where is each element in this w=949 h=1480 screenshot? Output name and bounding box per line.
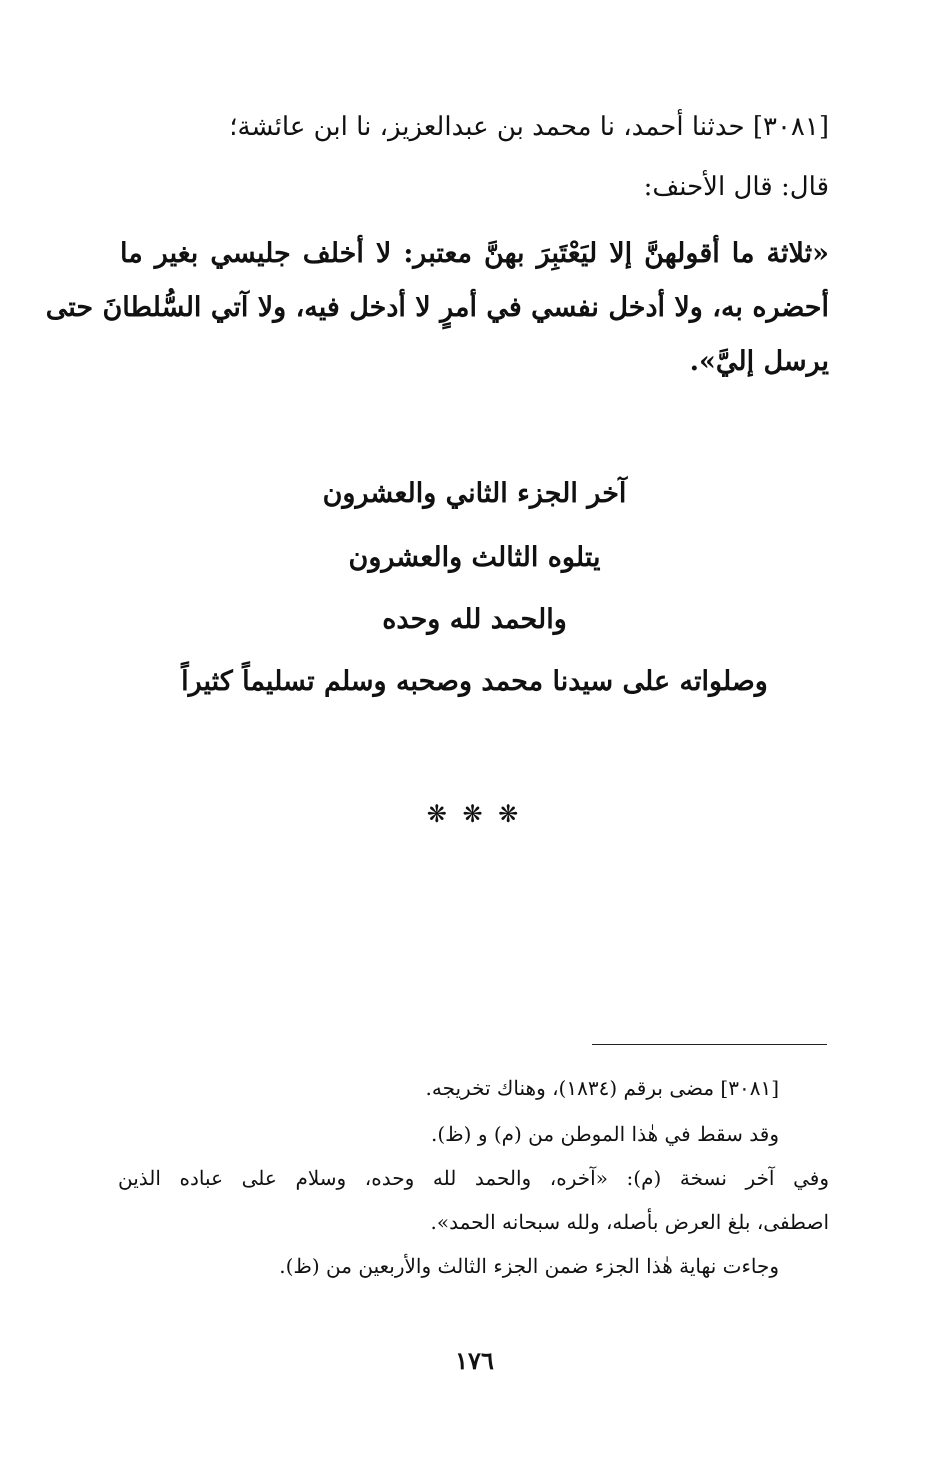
hadith-isnad-line: [٣٠٨١] حدثنا أحمد، نا محمد بن عبدالعزيز، نا ابن عائشة؛ — [229, 112, 829, 142]
footnote-line-5: وجاءت نهاية هٰذا الجزء ضمن الجزء الثالث والأربعين من (ظ). — [279, 1254, 779, 1278]
page-number: ١٧٦ — [455, 1346, 494, 1375]
footnote-line-1: [٣٠٨١] مضى برقم (١٨٣٤)، وهناك تخريجه. — [425, 1076, 779, 1100]
colophon-blessing: وصلواته على سيدنا محمد وصحبه وسلم تسليماً كثيراً — [181, 666, 768, 697]
colophon-end-of-part: آخر الجزء الثاني والعشرون — [322, 478, 627, 509]
footnote-line-3: وفي آخر نسخة (م): «آخره، والحمد لله وحده، وسلام على عباده الذين — [118, 1166, 829, 1190]
hadith-narrator-line: قال: قال الأحنف: — [643, 172, 829, 202]
footnote-line-2: وقد سقط في هٰذا الموطن من (م) و (ظ). — [431, 1122, 779, 1146]
quote-line-1: «ثلاثة ما أقولهنَّ إلا ليَعْتَبِرَ بهنَّ معتبر: لا أخلف جليسي بغير ما — [120, 238, 829, 269]
footnote-rule — [592, 1044, 827, 1045]
footnote-line-4: اصطفى، بلغ العرض بأصله، ولله سبحانه الحمد». — [430, 1210, 829, 1234]
colophon-praise: والحمد لله وحده — [382, 604, 567, 635]
quote-line-2: أحضره به، ولا أدخل نفسي في أمرٍ لا أدخل فيه، ولا آتي السُّلطانَ حتى — [45, 292, 829, 323]
colophon-next-part: يتلوه الثالث والعشرون — [348, 542, 601, 573]
section-separator-stars: ❋ ❋ ❋ — [426, 800, 523, 828]
quote-line-3: يرسل إليَّ». — [689, 346, 829, 377]
